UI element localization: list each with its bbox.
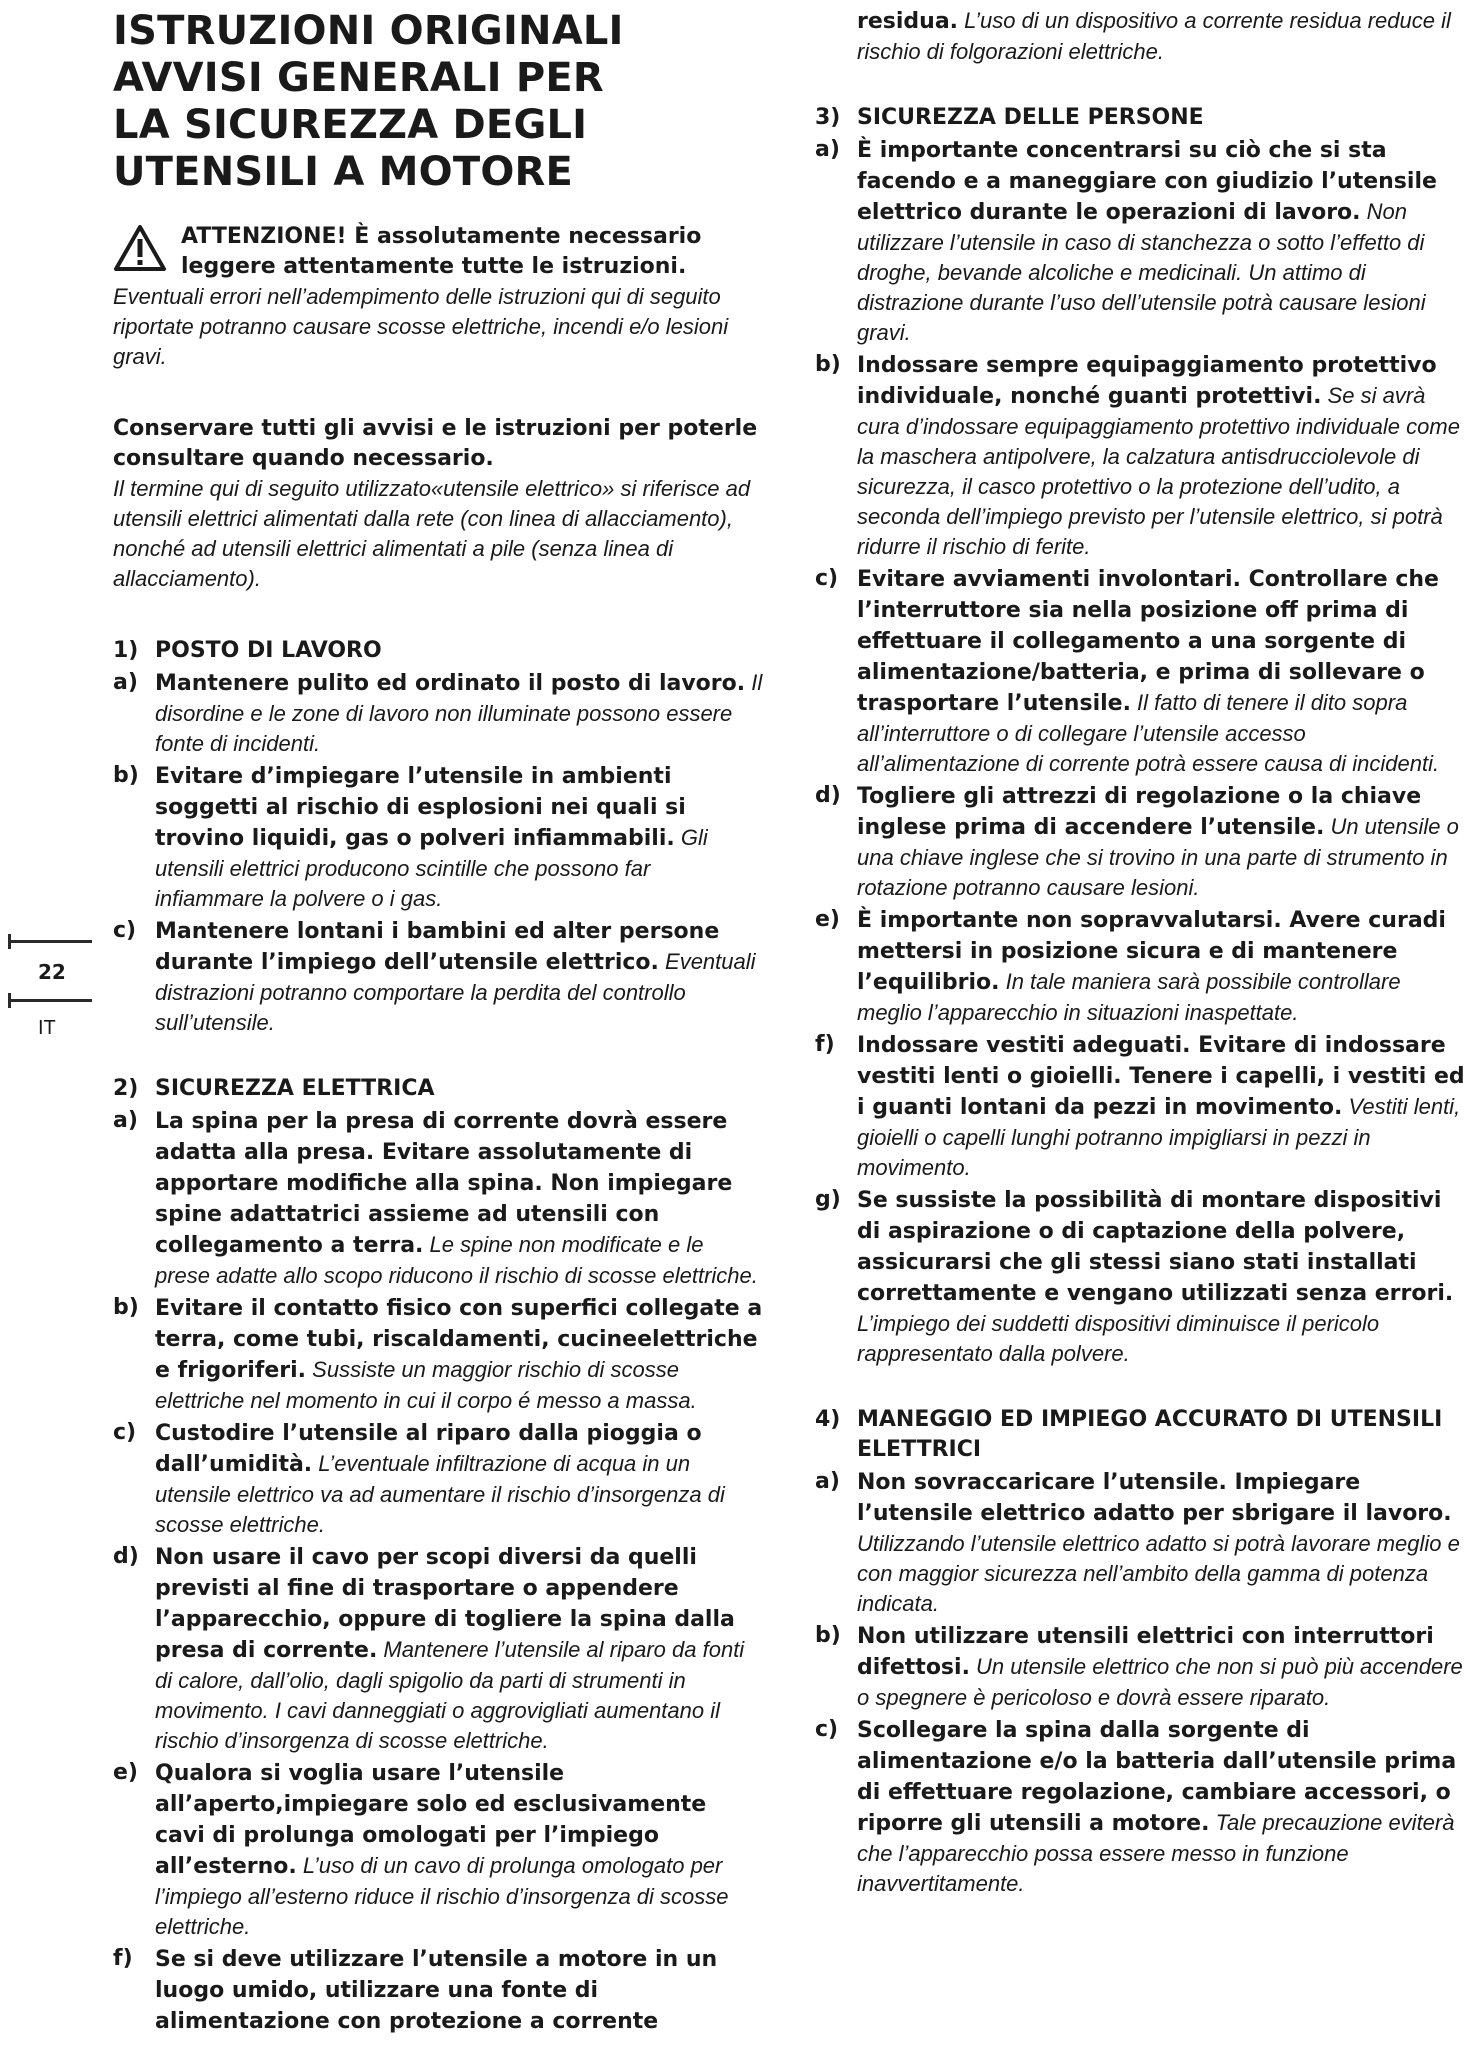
item-bold: Evitare il contatto fisico con superfici collegate a terra, come tubi, riscaldamenti, cucineelettriche e frigoriferi.: [155, 1296, 763, 1383]
title-line: LA SICUREZZA DEGLI: [113, 102, 588, 148]
section-title: [815, 1405, 1467, 1465]
item-text: [857, 135, 1467, 348]
item-italic: Non utilizzare l’utensile in caso di stanchezza o sotto l’effetto di droghe, bevande alcoliche e medicinali. Un attimo di distrazione durante l’uso dell’utensile potrà causare lesioni gravi.: [857, 199, 1426, 345]
item-bold: Indossare sempre equipaggiamento protettivo individuale, nonché guanti protettivi.: [857, 353, 1437, 409]
item-italic: Utilizzando l’utensile elettrico adatto si potrà lavorare meglio e con maggior sicurezza nell’ambito della gamma di potenza indicata.: [857, 1531, 1460, 1616]
item-letter: a): [815, 1469, 840, 1494]
item-italic: Eventuali distrazioni potranno comportare la perdita del controllo sull’utensile.: [155, 949, 756, 1035]
section-title-text: POSTO DI LAVORO: [155, 638, 382, 663]
item-italic: Il disordine e le zone di lavoro non illuminate possono essere fonte di incidenti.: [155, 670, 763, 756]
section-title-text: SICUREZZA ELETTRICA: [155, 1076, 435, 1101]
item-italic: Tale precauzione eviterà che l’apparecchio possa essere messo in funzione inavvertitamente.: [857, 1810, 1455, 1896]
item-bold: Non usare il cavo per scopi diversi da quelli previsti al fine di trasportare o appendere l’apparecchio, oppure di togliere la spina dalla presa di corrente.: [155, 1545, 735, 1663]
warning-heading: [181, 222, 763, 282]
list-item: [113, 916, 763, 1038]
item-letter: e): [113, 1760, 138, 1785]
section-number: 1): [113, 638, 139, 663]
item-bold: Se si deve utilizzare l’utensile a motore in un luogo umido, utilizzare una fonte di alimentazione con protezione a corrente: [155, 1947, 718, 2034]
section-title: [815, 103, 1467, 133]
list-item: [815, 905, 1467, 1028]
conserve-block: [113, 414, 763, 594]
warning-line: ATTENZIONE! È assolutamente necessario: [181, 224, 702, 249]
item-italic: Gli utensili elettrici producono scintille che possono far infiammare la polvere o i gas.: [155, 825, 708, 911]
continued-text: [815, 6, 1467, 67]
item-bold: Mantenere lontani i bambini ed alter persone durante l’impiego dell’utensile elettrico.: [155, 919, 720, 975]
section-title-text: MANEGGIO ED IMPIEGO ACCURATO DI UTENSILI ELETTRICI: [857, 1407, 1443, 1462]
item-letter: b): [113, 763, 139, 788]
list-item: [113, 761, 763, 914]
item-letter: d): [815, 783, 841, 808]
section-number: 2): [113, 1076, 139, 1101]
item-text: [155, 1542, 763, 1756]
list-item: [113, 1106, 763, 1291]
item-text: [857, 781, 1467, 903]
item-letter: g): [815, 1187, 841, 1212]
item-italic: Mantenere l’utensile al riparo da fonti di calore, dall’olio, dagli spigolio da parti di strumenti in movimento. I cavi danneggiati o aggrovigliati aumentano il rischio d’insorgenza di scosse elettriche.: [155, 1637, 745, 1753]
left-column: [113, 0, 763, 2037]
warning-line: leggere attentamente tutte le istruzioni.: [181, 254, 687, 279]
list-item: [113, 1758, 763, 1942]
item-bold: È importante concentrarsi su ciò che si sta facendo e a maneggiare con giudizio l’utensile elettrico durante le operazioni di lavoro.: [857, 138, 1437, 225]
item-letter: e): [815, 907, 840, 932]
item-letter: a): [113, 1108, 138, 1133]
section-sicurezza-delle-persone: [815, 103, 1467, 1369]
list-item: [815, 350, 1467, 562]
item-letter: d): [113, 1544, 139, 1569]
item-letter: c): [113, 918, 137, 943]
item-bold: Non utilizzare utensili elettrici con interruttori difettosi.: [857, 1624, 1434, 1680]
list-item: [815, 1715, 1467, 1899]
item-italic: Vestiti lenti, gioielli o capelli lunghi potranno impigliarsi in pezzi in movimento.: [857, 1094, 1461, 1180]
item-italic: Il fatto di tenere il dito sopra all’interruttore o di collegare l’utensile accesso all’alimentazione di corrente potrà essere causa di incidenti.: [857, 690, 1440, 776]
item-text: [857, 1467, 1467, 1619]
item-italic: Un utensile elettrico che non si può più accendere o spegnere è pericoloso e dovrà essere riparato.: [857, 1654, 1463, 1710]
item-bold: Scollegare la spina dalla sorgente di alimentazione e/o la batteria dall’utensile prima di effettuare regolazione, cambiare accessori, o riporre gli utensili a motore.: [857, 1718, 1457, 1836]
item-italic: L’eventuale infiltrazione di acqua in un utensile elettrico va ad aumentare il rischio d’insorgenza di scosse elettriche.: [155, 1451, 725, 1537]
list-item: [113, 1944, 763, 2037]
page-number: 22: [38, 960, 66, 984]
list-item: [815, 1621, 1467, 1713]
list-item: [113, 668, 763, 759]
item-text: [155, 916, 763, 1038]
item-text: [155, 1758, 763, 1942]
item-italic: Un utensile o una chiave inglese che si trovino in una parte di strumento in rotazione potranno causare lesioni.: [857, 814, 1459, 900]
item-italic: Sussiste un maggior rischio di scosse elettriche nel momento in cui il corpo é messo a massa.: [155, 1357, 697, 1413]
list-item: [815, 1030, 1467, 1183]
section-number: 3): [815, 105, 841, 130]
item-italic: Le spine non modificate e le prese adatte allo scopo riducono il rischio di scosse elettriche.: [155, 1232, 758, 1288]
list-item: [113, 1542, 763, 1756]
item-letter: f): [815, 1032, 835, 1057]
warning-triangle-icon: [113, 224, 167, 272]
item-bold: Se sussiste la possibilità di montare dispositivi di aspirazione o di captazione della polvere, assicurarsi che gli stessi siano stati installati correttamente e vengano utilizzati senza errori.: [857, 1188, 1454, 1306]
item-text: [857, 1030, 1467, 1183]
item-text: [857, 1715, 1467, 1899]
item-text: [155, 668, 763, 759]
title-line: UTENSILI A MOTORE: [113, 149, 574, 195]
section-maneggio-ed-impiego: [815, 1405, 1467, 1899]
item-letter: b): [815, 1623, 841, 1648]
warning-text: Eventuali errori nell’adempimento delle istruzioni qui di seguito riportate potranno causare scosse elettriche, incendi e/o lesioni gravi.: [113, 284, 729, 369]
language-code: IT: [38, 1017, 56, 1039]
title-line: AVVISI GENERALI PER: [113, 55, 604, 101]
item-bold: Evitare d’impiegare l’utensile in ambienti soggetti al rischio di esplosioni nei quali si trovino liquidi, gas o polveri infiammabili.: [155, 764, 686, 851]
item-letter: f): [113, 1946, 133, 1971]
item-letter: b): [113, 1295, 139, 1320]
list-item: [815, 781, 1467, 903]
item-bold: Mantenere pulito ed ordinato il posto di lavoro.: [155, 671, 746, 696]
title-line: ISTRUZIONI ORIGINALI: [113, 8, 624, 54]
item-text: [155, 1944, 763, 2037]
item-bold: È importante non sopravvalutarsi. Avere curadi mettersi in posizione sicura e di mantenere l’equilibrio.: [857, 908, 1446, 995]
sidebar-divider-bottom: [8, 999, 92, 1002]
section-number: 4): [815, 1407, 841, 1432]
section-title: [113, 1074, 763, 1104]
item-letter: c): [815, 1717, 839, 1742]
item-text: [155, 1106, 763, 1291]
item-letter: a): [113, 670, 138, 695]
section-sicurezza-elettrica: [113, 1074, 763, 2037]
item-italic: L’uso di un cavo di prolunga omologato per l’impiego all’esterno riduce il rischio d’insorgenza di scosse elettriche.: [155, 1853, 729, 1939]
list-item: [815, 564, 1467, 779]
item-text: [155, 761, 763, 914]
item-text: [857, 1621, 1467, 1713]
list-item: [113, 1418, 763, 1540]
sidebar-divider-top: [8, 940, 92, 943]
conserve-heading: Conservare tutti gli avvisi e le istruzioni per poterle consultare quando necessario.: [113, 416, 758, 471]
list-item: [815, 1185, 1467, 1369]
item-text: [857, 564, 1467, 779]
item-letter: c): [815, 566, 839, 591]
conserve-text: Il termine qui di seguito utilizzato«utensile elettrico» si riferisce ad utensili elettrici alimentati dalla rete (con linea di allacciamento), nonché ad utensili elettrici alimentati a pile (senza linea di allacciamento).: [113, 476, 751, 591]
list-item: [113, 1293, 763, 1416]
item-bold: Indossare vestiti adeguati. Evitare di indossare vestiti lenti o gioielli. Tenere i capelli, i vestiti ed i guanti lontani da pezzi in movimento.: [857, 1033, 1465, 1120]
item-bold: Qualora si voglia usare l’utensile all’aperto,impiegare solo ed esclusivamente cavi di prolunga omologati per l’impiego all’esterno.: [155, 1761, 707, 1879]
item-text: [155, 1293, 763, 1416]
item-bold: La spina per la presa di corrente dovrà essere adatta alla presa. Evitare assolutamente di apportare modifiche alla spina. Non impiegare spine adattatrici assieme ad utensili con collegamento a terra.: [155, 1109, 733, 1258]
item-bold: Togliere gli attrezzi di regolazione o la chiave inglese prima di accendere l’utensile.: [857, 784, 1422, 840]
page-title: [113, 8, 763, 196]
warning-block: [113, 222, 763, 372]
list-item: [815, 135, 1467, 348]
item-italic: L’uso di un dispositivo a corrente residua reduce il rischio di folgorazioni elettriche.: [857, 8, 1451, 64]
item-bold: residua.: [857, 9, 959, 34]
right-column: [815, 0, 1467, 1899]
item-letter: b): [815, 352, 841, 377]
list-item: [815, 1467, 1467, 1619]
section-title: [113, 636, 763, 666]
item-bold: Non sovraccaricare l’utensile. Impiegare l’utensile elettrico adatto per sbrigare il lavoro.: [857, 1470, 1452, 1526]
page-sidebar: [8, 940, 98, 1040]
item-bold: Evitare avviamenti involontari. Controllare che l’interruttore sia nella posizione off prima di effettuare il collegamento a una sorgente di alimentazione/batteria, e prima di sollevare o trasportare l’utensile.: [857, 567, 1439, 716]
item-text: [857, 350, 1467, 562]
section-posto-di-lavoro: [113, 636, 763, 1038]
item-text: [857, 905, 1467, 1028]
item-bold: Custodire l’utensile al riparo dalla pioggia o dall’umidità.: [155, 1421, 702, 1477]
item-italic: Se si avrà cura d’indossare equipaggiamento protettivo individuale come la maschera antipolvere, la calzatura antisdrucciolevole di sicurezza, il casco protettivo o la protezione dell’udito, a seconda dell’impiego previsto per l’utensile elettrico, si potrà ridurre il rischio di ferite.: [857, 383, 1460, 559]
item-letter: a): [815, 137, 840, 162]
item-italic: L’impiego dei suddetti dispositivi diminuisce il pericolo rappresentato dalla polvere.: [857, 1311, 1380, 1366]
item-italic: In tale maniera sarà possibile controllare meglio l’apparecchio in situazioni inaspettate.: [857, 969, 1401, 1025]
item-letter: c): [113, 1420, 137, 1445]
item-text: [155, 1418, 763, 1540]
item-text: [857, 1185, 1467, 1369]
section-title-text: SICUREZZA DELLE PERSONE: [857, 105, 1204, 130]
